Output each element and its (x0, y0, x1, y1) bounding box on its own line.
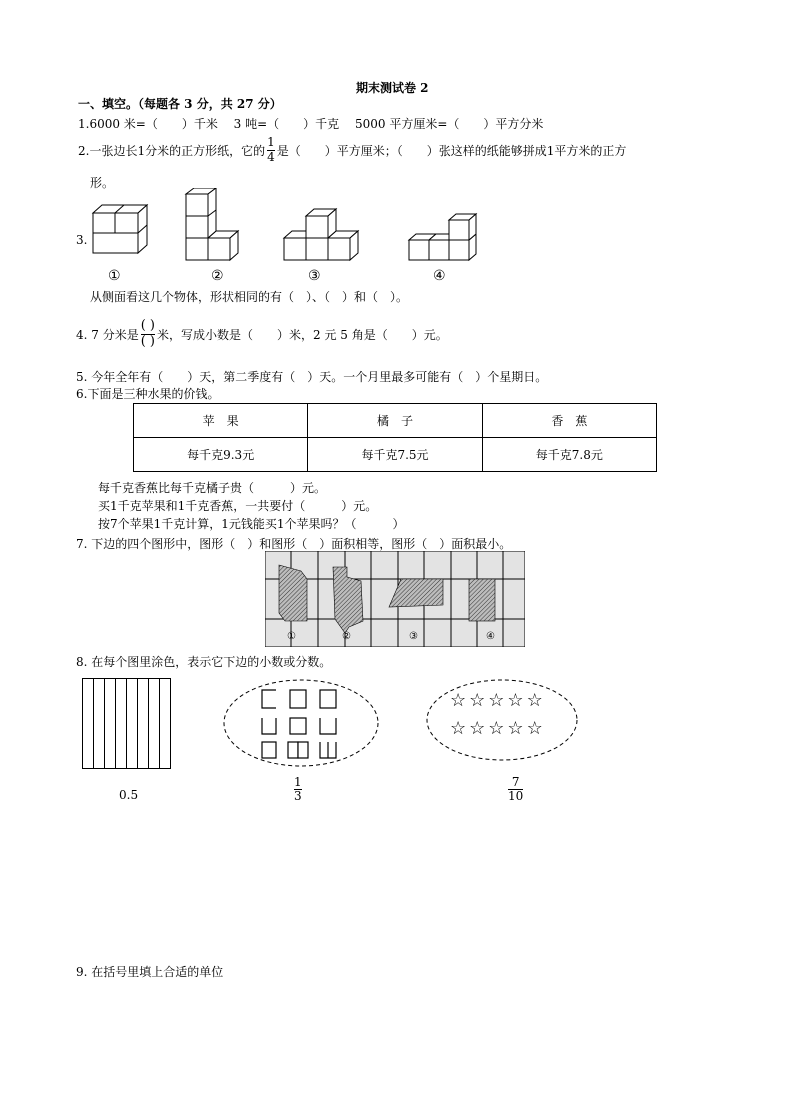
question-9: 9. 在括号里填上合适的单位 (76, 965, 224, 979)
q3-label-4: ④ (433, 268, 446, 284)
q3-text: 从侧面看这几个物体，形状相同的有（ ）、（ ）和（ ）。 (90, 290, 409, 304)
page-title: 期末测试卷 2 (356, 81, 429, 95)
star-icon: ☆ (526, 690, 546, 711)
q8-fraction-7-10 (506, 776, 525, 803)
star-icon: ☆ (469, 690, 489, 711)
q8-f3-den: 10 (508, 789, 524, 804)
q7-label-3: ③ (409, 631, 418, 642)
q8-stars-row-2 (450, 718, 546, 740)
q8-f2-num: 1 (294, 775, 302, 789)
table-header-orange: 橘 子 (308, 404, 482, 438)
q7-label-1: ① (287, 631, 296, 642)
question-2-line2: 形。 (90, 176, 115, 190)
q4-fraction (141, 319, 155, 349)
question-7: 7. 下边的四个图形中，图形（ ）和图形（ ）面积相等，图形（ ）面积最小。 (76, 537, 512, 551)
table-cell-orange-price: 每千克7.5元 (308, 438, 482, 472)
q7-shape-4 (469, 579, 495, 621)
star-icon: ☆ (450, 718, 470, 739)
table-row (134, 438, 657, 472)
q2-frac-den: 4 (267, 149, 275, 164)
question-2 (78, 133, 626, 167)
q2-fraction (267, 136, 275, 163)
cube-figure-4 (409, 214, 476, 260)
q6-line-3: 按7个苹果1千克计算，1元钱能买1个苹果吗？（ ） (98, 517, 405, 531)
q2-text-pre: 2.一张边长1分米的正方形纸，它的 (78, 143, 266, 158)
q7-label-4: ④ (486, 631, 495, 642)
table-row (134, 404, 657, 438)
fruit-price-table (133, 403, 657, 472)
section-heading: 一、填空。（每题各 3 分，共 27 分） (78, 97, 282, 111)
q6-line-1: 每千克香蕉比每千克橘子贵（ ）元。 (98, 481, 327, 495)
q4-text-pre: 4. 7 分米是 (76, 327, 139, 342)
q8-squares-ellipse (222, 678, 382, 768)
star-icon: ☆ (526, 718, 546, 739)
table-cell-apple-price: 每千克9.3元 (134, 438, 308, 472)
q3-number: 3. (76, 233, 88, 247)
q6-line-2: 买1千克苹果和1千克香蕉，一共要付（ ）元。 (98, 499, 378, 513)
q8-fraction-1-3 (292, 776, 304, 803)
q7-shape-1 (279, 565, 307, 621)
star-icon: ☆ (488, 718, 508, 739)
cube-figure-3 (284, 209, 358, 260)
q3-label-1: ① (108, 268, 121, 284)
q8-stars-row-1 (450, 690, 546, 712)
q8-f2-den: 3 (294, 789, 302, 804)
q8-label-decimal: 0.5 (119, 788, 139, 802)
q3-label-3: ③ (308, 268, 321, 284)
q8-f3-num: 7 (511, 775, 520, 789)
star-icon: ☆ (488, 690, 508, 711)
q8-stripe-rectangle (82, 678, 172, 770)
q3-cube-figures (88, 188, 488, 288)
question-6-intro: 6.下面是三种水果的价钱。 (76, 387, 220, 401)
star-icon: ☆ (507, 690, 527, 711)
question-4 (76, 314, 448, 354)
cube-figure-2 (186, 188, 238, 260)
cube-figure-1 (93, 205, 147, 253)
table-cell-banana-price: 每千克7.8元 (482, 438, 656, 472)
star-icon: ☆ (507, 718, 527, 739)
table-header-banana: 香 蕉 (482, 404, 656, 438)
q4-frac-num: ( ) (140, 318, 155, 334)
q4-text-post: 米，写成小数是（ ）米，2 元 5 角是（ ）元。 (157, 327, 448, 342)
question-5: 5. 今年全年有（ ）天，第二季度有（ ）天。一个月里最多可能有（ ）个星期日。 (76, 370, 548, 384)
q2-text-post: 是（ ）平方厘米；（ ）张这样的纸能够拼成1平方米的正方 (276, 143, 627, 158)
q7-label-2: ② (342, 631, 351, 642)
question-8: 8. 在每个图里涂色，表示它下边的小数或分数。 (76, 655, 332, 669)
q3-label-2: ② (211, 268, 224, 284)
question-1: 1.6000 米=（ ）千米 3 吨=（ ）千克 5000 平方厘米=（ ）平方分米 (78, 117, 544, 131)
q2-frac-num: 1 (267, 135, 275, 150)
table-header-apple: 苹 果 (134, 404, 308, 438)
star-icon: ☆ (469, 718, 489, 739)
q4-frac-den: ( ) (140, 333, 155, 349)
star-icon: ☆ (450, 690, 470, 711)
